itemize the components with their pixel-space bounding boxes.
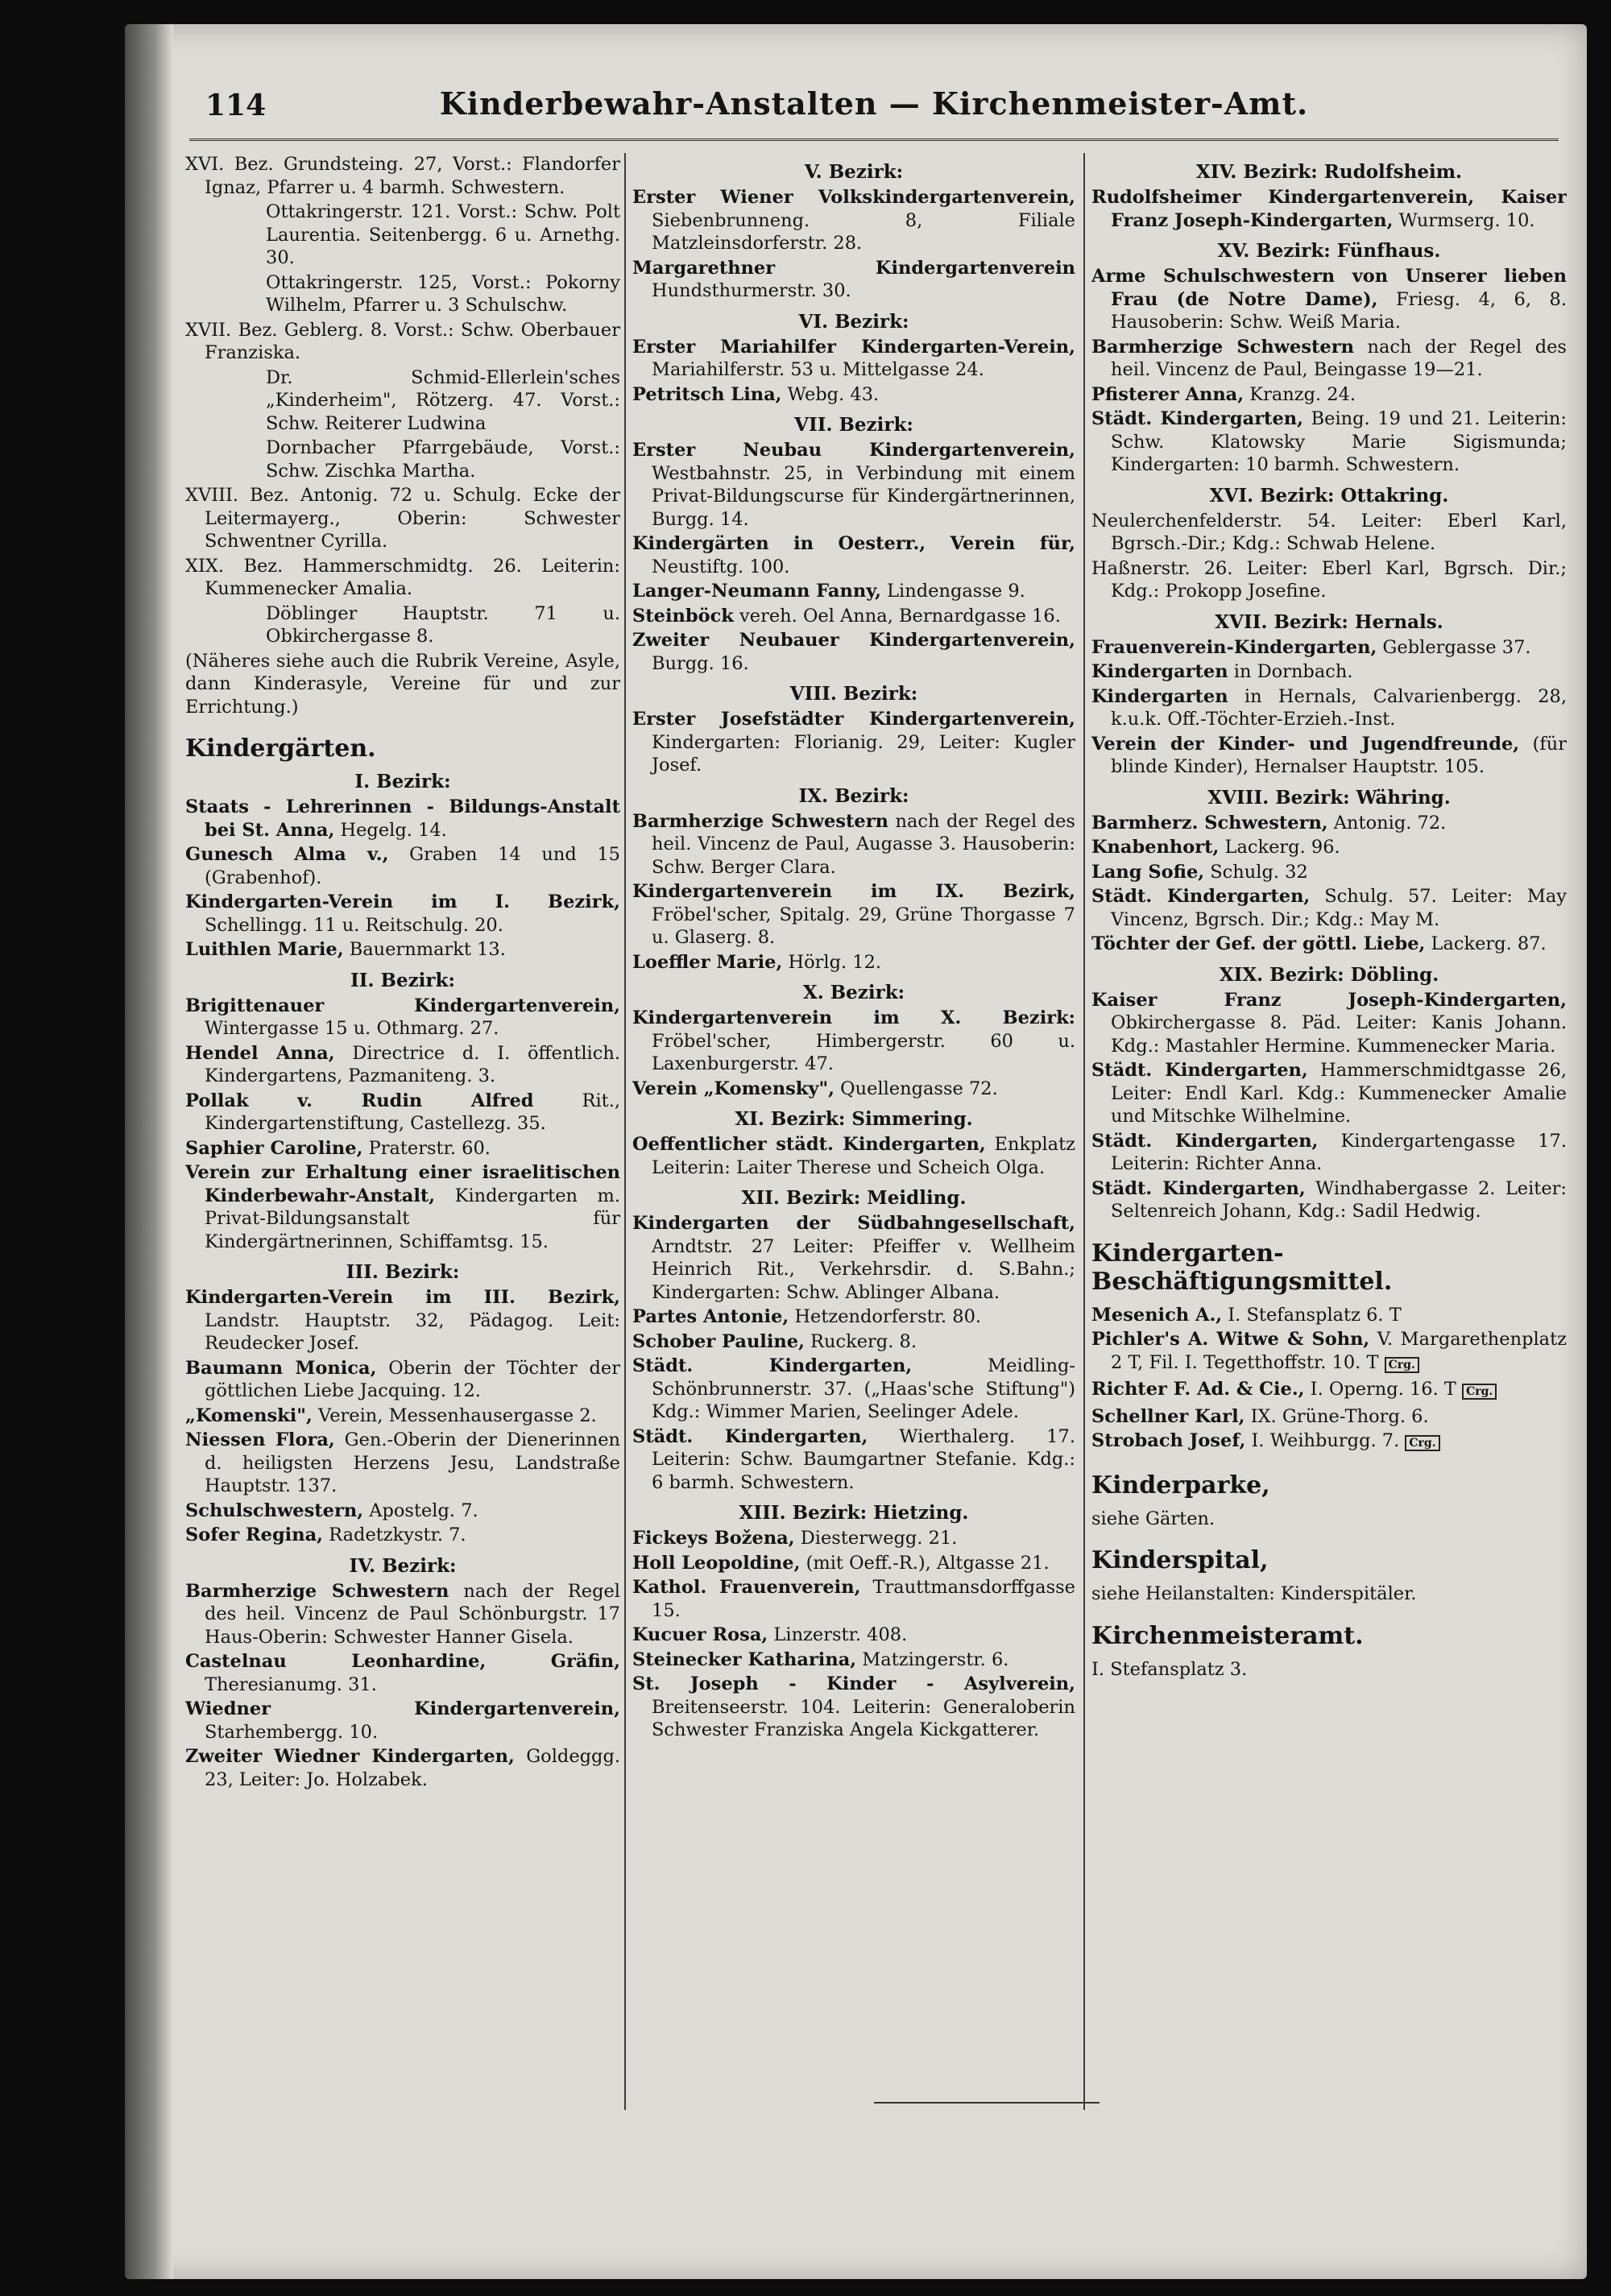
entry-details: XVI. Bez. Grundsteing. 27, Vorst.: Flandorfer Ignaz, Pfarrer u. 4 barmh. Schwestern. (185, 154, 620, 198)
entry-name: Oeffentlicher städt. Kindergarten, (632, 1134, 986, 1155)
footer-rule (874, 2102, 1100, 2104)
section-heading (1091, 787, 1567, 809)
directory-entry (185, 1090, 620, 1136)
entry-name: Barmherz. Schwestern, (1091, 812, 1328, 834)
entry-name: Holl Leopoldine, (632, 1552, 801, 1574)
directory-entry (1091, 1177, 1567, 1223)
directory-entry (185, 796, 620, 842)
entry-name: Gunesch Alma v., (185, 844, 389, 865)
entry-details: Webg. 43. (781, 383, 880, 405)
directory-entry (1091, 1130, 1567, 1176)
entry-details: Being. 19 und 21. Leiterin: Schw. Klatowsky Marie Sigismunda; Kindergarten: 10 barmh. Schwestern. (1111, 408, 1567, 475)
heading-text: XV. Bezirk: Fünfhaus. (1217, 240, 1441, 262)
entry-name: Städt. Kindergarten, (1091, 1060, 1308, 1081)
entry-details: Fröbel'scher, Spitalg. 29, Grüne Thorgasse 7 u. Glaserg. 8. (652, 904, 1075, 948)
entry-name: Petritsch Lina, (632, 383, 782, 405)
entry-name: Erster Wiener Volkskindergartenverein, (632, 187, 1075, 208)
heading-text: VII. Bezirk: (794, 414, 913, 436)
entry-details: Ottakringerstr. 121. Vorst.: Schw. Polt Laurentia. Seitenbergg. 6 u. Arnethg. 30. (266, 201, 620, 268)
section-heading (185, 734, 620, 763)
entry-name: Steinböck (632, 605, 734, 627)
section-heading (185, 970, 620, 991)
entry-details: Westbahnstr. 25, in Verbindung mit einem Privat-Bildungscurse für Kindergärtnerinnen, Burgg. 14. (652, 462, 1075, 530)
entry-name: Kindergartenverein im IX. Bezirk, (632, 881, 1075, 902)
entry-name: Kindergarten (1091, 685, 1228, 707)
entry-name: Arme Schulschwestern von Unserer lieben Frau (de Notre Dame), (1091, 266, 1567, 310)
directory-entry (1091, 1059, 1567, 1128)
directory-entry (1091, 1405, 1567, 1429)
entry-details: Haßnerstr. 26. Leiter: Eberl Karl, Bgrsch. Dir.; Kdg.: Prokopp Josefine. (1091, 557, 1567, 602)
entry-details: Schellingg. 11 u. Reitschulg. 20. (205, 914, 503, 936)
directory-entry (1091, 557, 1567, 603)
entry-name: Pfisterer Anna, (1091, 383, 1244, 405)
entry-details: Rit., Kindergartenstiftung, Castellezg. 35. (205, 1090, 620, 1134)
entry-details: Siebenbrunneng. 8, Filiale Matzleinsdorferstr. 28. (652, 209, 1075, 254)
entry-details: Geblergasse 37. (1377, 636, 1531, 658)
directory-entry (185, 319, 620, 365)
heading-text: V. Bezirk: (804, 161, 904, 183)
entry-details: XIX. Bez. Hammerschmidtg. 26. Leiterin: Kummenecker Amalia. (185, 555, 620, 599)
entry-name: Barmherzige Schwestern (185, 1580, 449, 1602)
entry-name: Baumann Monica, (185, 1357, 377, 1379)
directory-entry (632, 186, 1075, 255)
entry-details: Arndtstr. 27 Leiter: Pfeiffer v. Wellheim Heinrich Rit., Verkehrsdir. d. S.Bahn.; Kindergarten: Schw. Ablinger Albana. (652, 1235, 1075, 1303)
directory-entry (1091, 1429, 1567, 1455)
directory-entry (632, 951, 1075, 974)
directory-entry (632, 1355, 1075, 1424)
entry-details: Kindergarten: Florianig. 29, Leiter: Kugler Josef. (652, 731, 1075, 776)
entry-details: in Hernals, Calvarienbergg. 28, k.u.k. Off.-Töchter-Erzieh.-Inst. (1111, 685, 1567, 730)
entry-details: Obkirchergasse 8. Päd. Leiter: Kanis Johann. Kdg.: Mastahler Hermine. Kummenecker Maria. (1111, 1012, 1567, 1057)
entry-name: Schulschwestern, (185, 1500, 364, 1521)
directory-entry (185, 1042, 620, 1088)
entry-details: vereh. Oel Anna, Bernardgasse 16. (733, 605, 1061, 627)
entry-name: Verein „Komensky", (632, 1078, 834, 1099)
entry-name: Erster Mariahilfer Kindergarten-Verein, (632, 336, 1075, 358)
entry-details: Theresianumg. 31. (205, 1673, 377, 1695)
entry-name: Kindergartenverein im X. Bezirk: (632, 1007, 1075, 1028)
entry-name: Städt. Kindergarten, (1091, 408, 1303, 429)
section-heading (1091, 1546, 1567, 1574)
section-heading (1091, 485, 1567, 507)
entry-details: Apostelg. 7. (363, 1500, 478, 1521)
directory-entry (1091, 336, 1567, 382)
entry-details: Wurmserg. 10. (1393, 209, 1535, 231)
entry-name: Frauenverein-Kindergarten, (1091, 636, 1377, 658)
entry-details: Verein, Messenhausergasse 2. (312, 1404, 597, 1426)
running-title: Kinderbewahr-Anstalten — Kirchenmeister-Amt. (439, 85, 1309, 122)
section-heading (1091, 964, 1567, 986)
directory-entry (185, 1357, 620, 1403)
directory-entry (632, 1576, 1075, 1622)
directory-entry (185, 555, 620, 601)
directory-entry (185, 366, 620, 436)
entry-details: Linzerstr. 408. (768, 1624, 908, 1645)
entry-details: Breitenseerstr. 104. Leiterin: Generaloberin Schwester Franziska Angela Kickgatterer. (652, 1696, 1075, 1740)
directory-page (125, 24, 1587, 2279)
directory-entry (185, 843, 620, 889)
directory-entry (632, 708, 1075, 777)
entry-name: Zweiter Neubauer Kindergartenverein, (632, 630, 1075, 651)
entry-details: Hundsthurmerstr. 30. (652, 280, 851, 301)
column-3 (1091, 153, 1567, 2110)
entry-name: Städt. Kindergarten, (1091, 886, 1311, 907)
heading-text: XIV. Bezirk: Rudolfsheim. (1195, 161, 1463, 183)
directory-entry (1091, 383, 1567, 407)
heading-text: Kindergärten. (185, 734, 376, 763)
section-heading (632, 785, 1075, 807)
entry-name: Kindergarten (1091, 661, 1228, 682)
directory-entry (185, 1650, 620, 1696)
entry-name: Strobach Josef, (1091, 1430, 1246, 1451)
entry-name: Verein zur Erhaltung einer israelitischen Kinderbewahr-Anstalt, (185, 1162, 620, 1206)
directory-entry (185, 271, 620, 317)
directory-entry (185, 1137, 620, 1160)
entry-details: Gen.-Oberin der Dienerinnen d. heiligsten Herzens Jesu, Landstraße Hauptstr. 137. (205, 1429, 620, 1496)
directory-entry (185, 891, 620, 937)
entry-name: Sofer Regina, (185, 1524, 324, 1545)
directory-entry (632, 1078, 1075, 1101)
column-rule-2 (1083, 153, 1085, 2110)
directory-entry (632, 1133, 1075, 1179)
entry-name: Mesenich A., (1091, 1304, 1223, 1326)
section-heading (632, 982, 1075, 1003)
heading-text: XIX. Bezirk: Döbling. (1219, 963, 1439, 986)
entry-name: Loeffler Marie, (632, 951, 783, 973)
entry-name: Lang Sofie, (1091, 861, 1205, 883)
entry-details: Ottakringerstr. 125, Vorst.: Pokorny Wilhelm, Pfarrer u. 3 Schulschw. (266, 271, 620, 316)
section-heading (632, 1187, 1075, 1209)
directory-entry (1091, 1304, 1567, 1327)
entry-details: V. Margarethenplatz 2 T, Fil. I. Tegetthoffstr. 10. T (1111, 1329, 1567, 1373)
entry-details: Schulg. 57. Leiter: May Vincenz, Bgrsch. Dir.; Kdg.: May M. (1111, 886, 1567, 930)
entry-details: Dornbacher Pfarrgebäude, Vorst.: Schw. Zischka Martha. (266, 437, 620, 482)
entry-details: Radetzkystr. 7. (323, 1524, 466, 1545)
directory-entry (1091, 1508, 1567, 1531)
directory-entry (632, 383, 1075, 407)
entry-details: Graben 14 und 15 (Grabenhof). (205, 844, 620, 888)
entry-details: siehe Heilanstalten: Kinderspitäler. (1091, 1583, 1417, 1604)
heading-text: VI. Bezirk: (798, 310, 909, 333)
column-rule-1 (624, 153, 626, 2110)
heading-text: IV. Bezirk: (349, 1554, 457, 1577)
page-header (189, 74, 1559, 141)
entry-details: Meidling-Schönbrunnerstr. 37. („Haas'sche Stiftung") Kdg.: Wimmer Marien, Seelinger Adele. (652, 1355, 1075, 1422)
directory-entry (632, 1305, 1075, 1329)
entry-details: Kranzg. 24. (1244, 383, 1356, 405)
section-heading (632, 1502, 1075, 1524)
entry-details: Bauernmarkt 13. (343, 939, 506, 960)
crg-badge: Crg. (1385, 1357, 1419, 1373)
section-heading (632, 311, 1075, 333)
section-heading (1091, 161, 1567, 183)
entry-details: I. Weihburgg. 7. (1245, 1430, 1400, 1451)
directory-entry (185, 436, 620, 482)
section-heading (1091, 240, 1567, 262)
entry-details: Starhembergg. 10. (205, 1721, 379, 1743)
entry-details: XVII. Bez. Geblerg. 8. Vorst.: Schw. Oberbauer Franziska. (185, 319, 620, 363)
entry-details: Matzingerstr. 6. (856, 1649, 1009, 1670)
entry-name: „Komenski", (185, 1404, 313, 1426)
heading-text: XII. Bezirk: Meidling. (741, 1187, 967, 1209)
heading-text: XVII. Bezirk: Hernals. (1215, 610, 1443, 633)
directory-entry (1091, 861, 1567, 884)
directory-entry (185, 650, 620, 719)
entry-details: nach der Regel des heil. Vincenz de Paul, Augasse 3. Hausoberin: Schw. Berger Clara. (652, 810, 1075, 878)
directory-entry (185, 201, 620, 270)
directory-entry (1091, 1582, 1567, 1606)
directory-entry (632, 1552, 1075, 1575)
entry-details: IX. Grüne-Thorg. 6. (1244, 1405, 1429, 1427)
directory-entry (185, 1429, 620, 1498)
entry-name: Barmherzige Schwestern (1091, 336, 1354, 358)
entry-name: Kucuer Rosa, (632, 1624, 768, 1645)
heading-text: XVIII. Bezirk: Währing. (1207, 786, 1451, 809)
entry-name: Partes Antonie, (632, 1306, 789, 1327)
entry-name: Töchter der Gef. der göttl. Liebe, (1091, 933, 1426, 954)
entry-name: Städt. Kindergarten, (1091, 1177, 1306, 1199)
directory-entry (632, 257, 1075, 303)
directory-entry (185, 153, 620, 199)
entry-name: Erster Neubau Kindergartenverein, (632, 440, 1075, 461)
entry-name: Staats - Lehrerinnen - Bildungs-Anstalt bei St. Anna, (185, 796, 620, 841)
entry-details: Ruckerg. 8. (804, 1330, 917, 1352)
entry-name: Kindergärten in Oesterr., Verein für, (632, 533, 1075, 554)
entry-details: Windhabergasse 2. Leiter: Seltenreich Johann, Kdg.: Sadil Hedwig. (1111, 1177, 1567, 1222)
directory-entry (1091, 685, 1567, 731)
entry-details: nach der Regel des heil. Vincenz de Paul, Beingasse 19—21. (1111, 336, 1567, 380)
section-heading (632, 683, 1075, 705)
directory-entry (1091, 733, 1567, 779)
entry-details: Lindengasse 9. (880, 581, 1025, 602)
entry-details: I. Stefansplatz 6. T (1222, 1304, 1402, 1326)
entry-details: Enkplatz Leiterin: Laiter Therese und Scheich Olga. (652, 1134, 1075, 1178)
directory-entry (185, 1161, 620, 1253)
heading-text: Kindergarten-Beschäftigungsmittel. (1091, 1239, 1393, 1296)
directory-entry (1091, 660, 1567, 684)
entry-details: Neulerchenfelderstr. 54. Leiter: Eberl Karl, Bgrsch.-Dir.; Kdg.: Schwab Helene. (1091, 510, 1567, 554)
entry-details: Lackerg. 87. (1425, 933, 1547, 954)
column-2 (632, 153, 1075, 2110)
entry-details: Mariahilferstr. 53 u. Mittelgasse 24. (652, 359, 984, 380)
entry-details: Wintergasse 15 u. Othmarg. 27. (205, 1018, 499, 1039)
entry-name: Pollak v. Rudin Alfred (185, 1090, 534, 1111)
entry-name: Luithlen Marie, (185, 939, 344, 960)
entry-name: Kindergarten-Verein im III. Bezirk, (185, 1287, 620, 1308)
book-spine-shadow (125, 24, 173, 2279)
directory-entry (185, 602, 620, 648)
entry-name: Städt. Kindergarten, (632, 1355, 913, 1376)
heading-text: XIII. Bezirk: Hietzing. (739, 1502, 969, 1524)
entry-details: Schulg. 32 (1204, 861, 1308, 883)
entry-details: XVIII. Bez. Antonig. 72 u. Schulg. Ecke der Leitermayerg., Oberin: Schwester Schwentner Cyrilla. (185, 485, 620, 552)
entry-details: Hörlg. 12. (782, 951, 882, 973)
directory-entry (1091, 933, 1567, 956)
entry-details: I. Operng. 16. T (1304, 1379, 1456, 1400)
entry-name: Castelnau Leonhardine, Gräfin, (185, 1651, 620, 1672)
heading-text: III. Bezirk: (346, 1261, 460, 1283)
directory-entry (185, 938, 620, 962)
directory-entry (632, 810, 1075, 879)
directory-entry (632, 1212, 1075, 1304)
entry-details: Trauttmansdorffgasse 15. (652, 1577, 1075, 1621)
entry-details: Kindergartengasse 17. Leiterin: Richter Anna. (1111, 1130, 1567, 1174)
page-number: 114 (205, 89, 267, 122)
directory-entry (1091, 1658, 1567, 1682)
directory-entry (632, 880, 1075, 949)
heading-text: XVI. Bezirk: Ottakring. (1209, 484, 1449, 507)
directory-entry (185, 1524, 620, 1547)
directory-entry (185, 1698, 620, 1744)
entry-name: Richter F. Ad. & Cie., (1091, 1379, 1305, 1400)
heading-text: Kinderspital, (1091, 1546, 1269, 1574)
section-heading (1091, 1239, 1567, 1296)
entry-name: St. Joseph - Kinder - Asylverein, (632, 1673, 1075, 1694)
entry-details: Dr. Schmid-Ellerlein'sches „Kinderheim", Rötzerg. 47. Vorst.: Schw. Reiterer Ludwina (266, 366, 620, 434)
entry-details: Landstr. Hauptstr. 32, Pädagog. Leit: Reudecker Josef. (205, 1309, 620, 1354)
directory-entry (185, 1745, 620, 1791)
crg-badge: Crg. (1405, 1435, 1439, 1451)
entry-name: Verein der Kinder- und Jugendfreunde, (1091, 733, 1520, 755)
entry-details: in Dornbach. (1228, 661, 1353, 682)
directory-entry (185, 1286, 620, 1355)
directory-entry (632, 1649, 1075, 1672)
entry-name: Barmherzige Schwestern (632, 810, 888, 832)
directory-entry (1091, 407, 1567, 477)
heading-text: IX. Bezirk: (798, 784, 909, 807)
entry-name: Städt. Kindergarten, (632, 1425, 868, 1447)
directory-entry (632, 1673, 1075, 1742)
directory-entry (632, 1330, 1075, 1354)
entry-details: nach der Regel des heil. Vincenz de Paul Schönburgstr. 17 Haus-Oberin: Schwester Hanner Gisela. (205, 1580, 620, 1648)
directory-entry (1091, 186, 1567, 232)
directory-entry (1091, 1378, 1567, 1404)
directory-entry (632, 1624, 1075, 1647)
directory-entry (632, 336, 1075, 382)
entry-name: Brigittenauer Kindergartenverein, (185, 995, 620, 1016)
directory-entry (1091, 836, 1567, 859)
entry-name: Hendel Anna, (185, 1042, 335, 1064)
entry-details: Fröbel'scher, Himbergerstr. 60 u. Laxenburgerstr. 47. (652, 1030, 1075, 1074)
entry-details: (für blinde Kinder), Hernalser Hauptstr. 105. (1111, 733, 1567, 777)
entry-name: Pichler's A. Witwe & Sohn, (1091, 1329, 1370, 1350)
entry-name: Niessen Flora, (185, 1429, 335, 1450)
column-1 (185, 153, 620, 2110)
directory-entry (1091, 636, 1567, 660)
entry-name: Knabenhort, (1091, 837, 1220, 858)
directory-entry (632, 1425, 1075, 1495)
section-heading (1091, 1471, 1567, 1500)
heading-text: II. Bezirk: (350, 969, 455, 991)
heading-text: X. Bezirk: (802, 982, 905, 1003)
entry-details: Neustiftg. 100. (652, 556, 790, 577)
entry-details: siehe Gärten. (1091, 1508, 1215, 1529)
entry-details: Döblinger Hauptstr. 71 u. Obkirchergasse 8. (266, 602, 620, 647)
entry-details: Hetzendorferstr. 80. (789, 1306, 982, 1327)
entry-details: Burgg. 16. (652, 652, 749, 674)
entry-name: Wiedner Kindergartenverein, (185, 1698, 620, 1719)
section-heading (632, 1108, 1075, 1130)
entry-details: Directrice d. I. öffentlich. Kindergartens, Pazmaniteng. 3. (205, 1042, 620, 1086)
directory-entry (1091, 265, 1567, 334)
entry-details: Wierthalerg. 17. Leiterin: Schw. Baumgartner Stefanie. Kdg.: 6 barmh. Schwestern. (652, 1425, 1075, 1493)
entry-name: Steinecker Katharina, (632, 1649, 857, 1670)
entry-name: Langer-Neumann Fanny, (632, 581, 881, 602)
entry-details: Lackerg. 96. (1219, 837, 1340, 858)
directory-entry (1091, 510, 1567, 556)
heading-text: VIII. Bezirk: (789, 683, 918, 705)
entry-name: Schellner Karl, (1091, 1405, 1245, 1427)
entry-details: Quellengasse 72. (834, 1078, 998, 1099)
directory-entry (632, 439, 1075, 531)
directory-entry (1091, 1328, 1567, 1376)
directory-entry (632, 1007, 1075, 1076)
entry-details: Friesg. 4, 6, 8. Hausoberin: Schw. Weiß Maria. (1111, 288, 1567, 333)
entry-details: I. Stefansplatz 3. (1091, 1658, 1248, 1680)
entry-name: Zweiter Wiedner Kindergarten, (185, 1746, 515, 1767)
directory-entry (632, 580, 1075, 603)
entry-details: Kindergarten m. Privat-Bildungsanstalt für Kindergärtnerinnen, Schiffamtsg. 15. (205, 1185, 620, 1252)
entry-name: Margarethner Kindergartenverein (632, 257, 1075, 279)
directory-entry (185, 995, 620, 1040)
entry-details: Oberin der Töchter der göttlichen Liebe Jacquing. 12. (205, 1357, 620, 1401)
heading-text: I. Bezirk: (354, 771, 451, 792)
directory-entry (1091, 885, 1567, 931)
section-heading (185, 1555, 620, 1577)
entry-details: Antonig. 72. (1327, 812, 1447, 834)
directory-entry (632, 605, 1075, 628)
directory-entry (1091, 989, 1567, 1058)
directory-entry (632, 532, 1075, 578)
directory-entry (185, 1404, 620, 1428)
entry-name: Schober Pauline, (632, 1330, 805, 1352)
directory-entry (632, 1527, 1075, 1550)
section-heading (185, 1261, 620, 1283)
section-heading (185, 771, 620, 792)
entry-name: Städt. Kindergarten, (1091, 1130, 1319, 1152)
entry-name: Erster Josefstädter Kindergartenverein, (632, 709, 1075, 730)
heading-text: Kinderparke, (1091, 1471, 1270, 1500)
entry-name: Kindergarten der Südbahngesellschaft, (632, 1213, 1075, 1234)
crg-badge: Crg. (1462, 1384, 1497, 1400)
heading-text: Kirchenmeisteramt. (1091, 1621, 1364, 1650)
entry-details: Diesterwegg. 21. (794, 1528, 958, 1549)
heading-text: XI. Bezirk: Simmering. (735, 1108, 973, 1130)
entry-details: Hammerschmidtgasse 26, Leiter: Endl Karl. Kdg.: Kummenecker Amalie und Mitschke Wilhelmine. (1111, 1060, 1567, 1127)
entry-details: Goldeggg. 23, Leiter: Jo. Holzabek. (205, 1746, 620, 1790)
entry-name: Fickeys Božena, (632, 1528, 795, 1549)
directory-entry (185, 484, 620, 553)
entry-details: (Näheres siehe auch die Rubrik Vereine, Asyle, dann Kinderasyle, Vereine für und zur Errichtung.) (185, 650, 620, 718)
directory-entry (185, 1580, 620, 1649)
entry-details: (mit Oeff.-R.), Altgasse 21. (800, 1552, 1050, 1574)
entry-name: Rudolfsheimer Kindergartenverein, Kaiser Franz Joseph-Kindergarten, (1091, 187, 1567, 231)
entry-name: Kindergarten-Verein im I. Bezirk, (185, 892, 620, 912)
entry-details: Praterstr. 60. (362, 1137, 491, 1159)
entry-name: Kathol. Frauenverein, (632, 1577, 861, 1598)
section-heading (632, 161, 1075, 183)
entry-name: Kaiser Franz Joseph-Kindergarten, (1091, 989, 1567, 1011)
entry-details: Hegelg. 14. (334, 819, 447, 841)
directory-entry (632, 629, 1075, 675)
section-heading (1091, 1622, 1567, 1650)
entry-name: Saphier Caroline, (185, 1137, 363, 1159)
directory-entry (1091, 812, 1567, 835)
section-heading (1091, 611, 1567, 633)
section-heading (632, 414, 1075, 436)
directory-entry (185, 1500, 620, 1523)
